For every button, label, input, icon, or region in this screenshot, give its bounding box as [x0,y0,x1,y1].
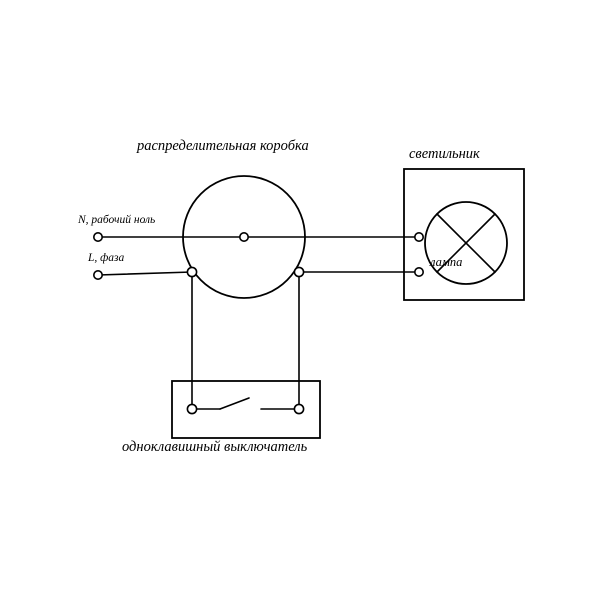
node-box-center [240,233,248,241]
wire-phase-in [98,272,192,275]
label-single-gang-switch: одноклавишный выключатель [122,439,308,455]
node-box-right [294,267,303,276]
label-phase-wire: L, фаза [88,252,125,264]
node-switch-right [294,404,303,413]
node-lamp-bottom [415,268,423,276]
node-box-left [187,267,196,276]
node-switch-left [187,404,196,413]
label-luminaire: светильник [409,146,480,162]
label-distribution-box: распределительная коробка [137,138,309,154]
node-phase-terminal [94,271,102,279]
node-neutral-terminal [94,233,102,241]
node-lamp-top [415,233,423,241]
label-neutral-wire: N, рабочий ноль [78,214,156,226]
label-lamp: лампа [430,255,463,269]
